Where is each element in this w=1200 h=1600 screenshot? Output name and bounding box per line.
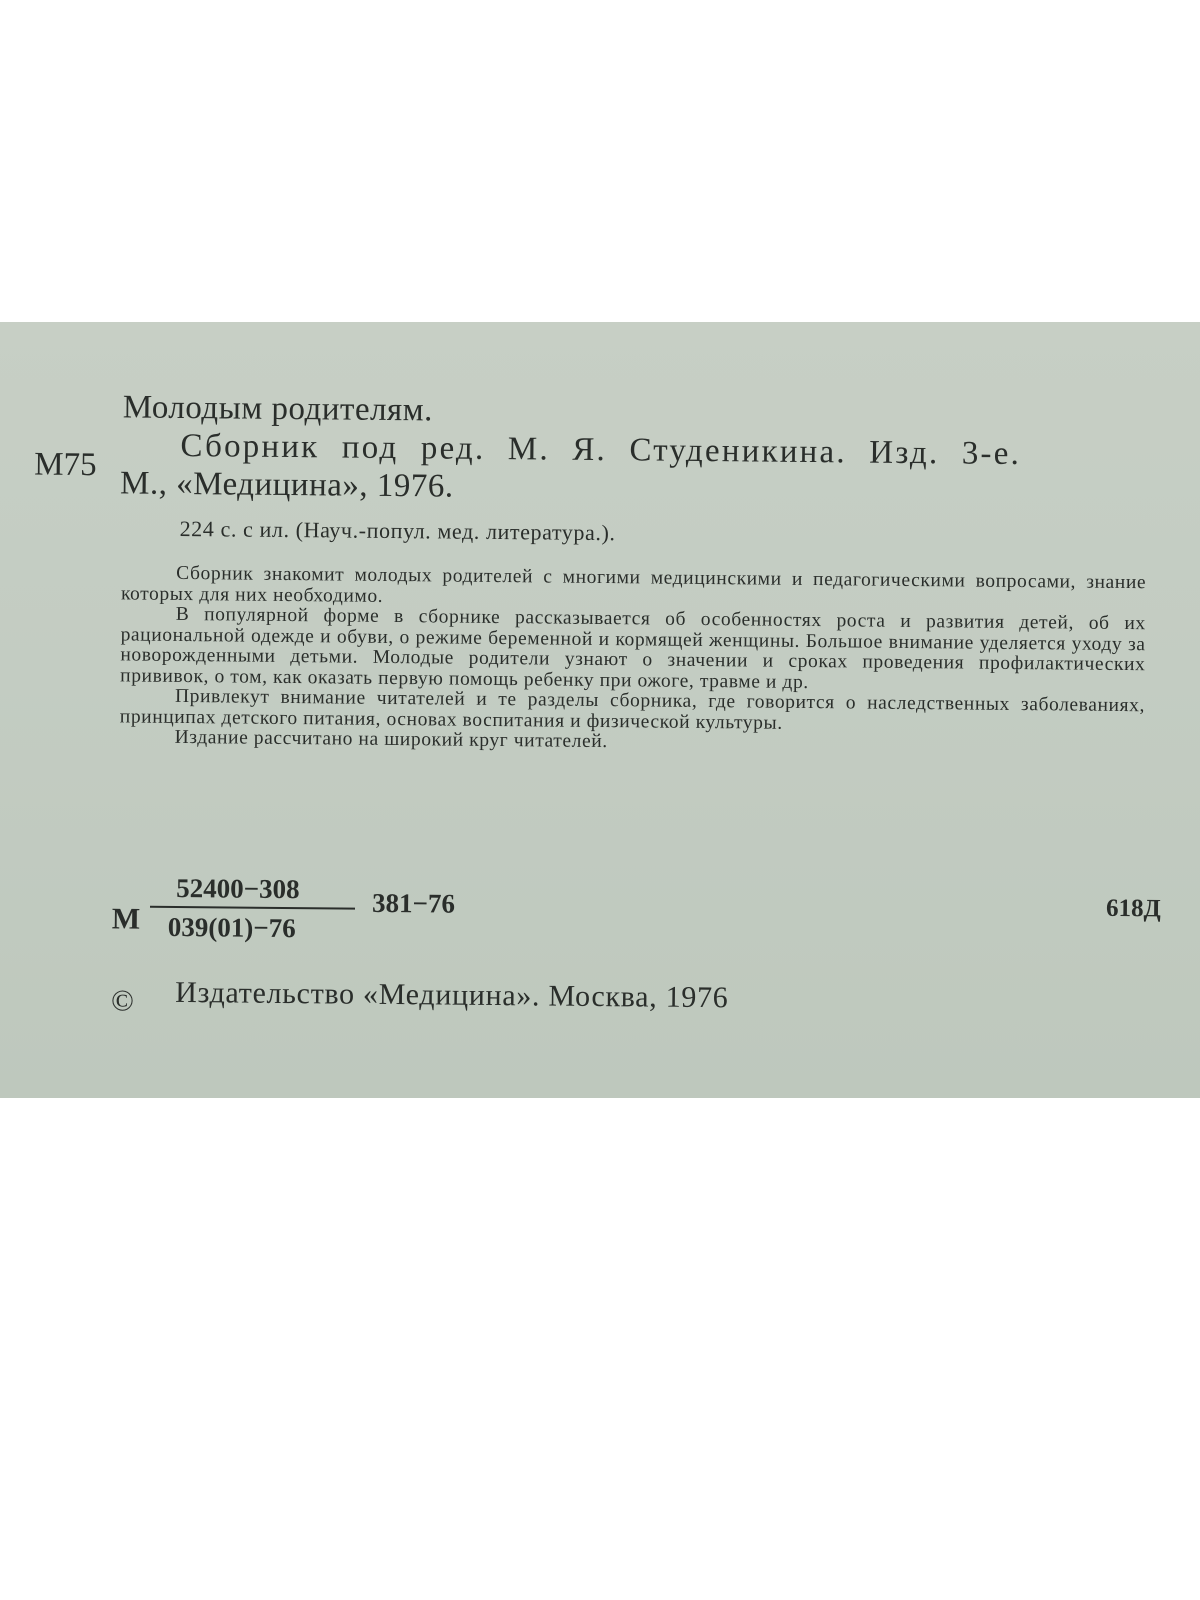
book-title: Молодым родителям.	[122, 389, 434, 429]
abstract-paragraph: Привлекут внимание читателей и те разделы сборника, где говорится о наследственных заболеваниях, принципах детского питания, основах воспитания и физической культуры.	[119, 685, 1146, 734]
order-number: 381−76	[371, 887, 456, 919]
publisher-line: Издательство «Медицина». Москва, 1976	[175, 975, 729, 1015]
abstract-paragraph: Издание рассчитано на широкий круг читателей.	[174, 726, 608, 753]
code-denominator: 039(01)−76	[167, 911, 296, 944]
abstract-paragraph: Сборник знакомит молодых родителей с многими медицинскими и педагогическими вопросами, знание которых для них необходимо.	[120, 562, 1147, 607]
copyright-icon: ©	[110, 984, 135, 1018]
price-code: 618Д	[1105, 894, 1161, 923]
code-letter: М	[111, 902, 141, 936]
catalog-card-text	[0, 322, 1200, 1098]
abstract-paragraph: В популярной форме в сборнике рассказывается об особенностях роста и развития детей, об их рациональной одежде и обуви, о режиме беременной и кормящей женщины. Большое внимание уделяется уходу за новорожденными детьми. Молодые родители узнают о значении и сроках проведения профилактических прививок, о том, как оказать первую помощь ребенку при ожоге, травме и др.	[120, 603, 1146, 693]
fraction-bar	[150, 906, 355, 910]
abstract	[120, 563, 1147, 757]
index-code: М75	[34, 446, 97, 484]
editor-line: Сборник под ред. М. Я. Студеникина. Изд. 3-е.	[180, 427, 1022, 473]
publication-place-line: М., «Медицина», 1976.	[119, 465, 454, 505]
pages-line: 224 с. с ил. (Науч.-попул. мед. литература.).	[179, 515, 616, 546]
code-numerator: 52400−308	[176, 872, 300, 905]
page-photo	[0, 322, 1200, 1098]
